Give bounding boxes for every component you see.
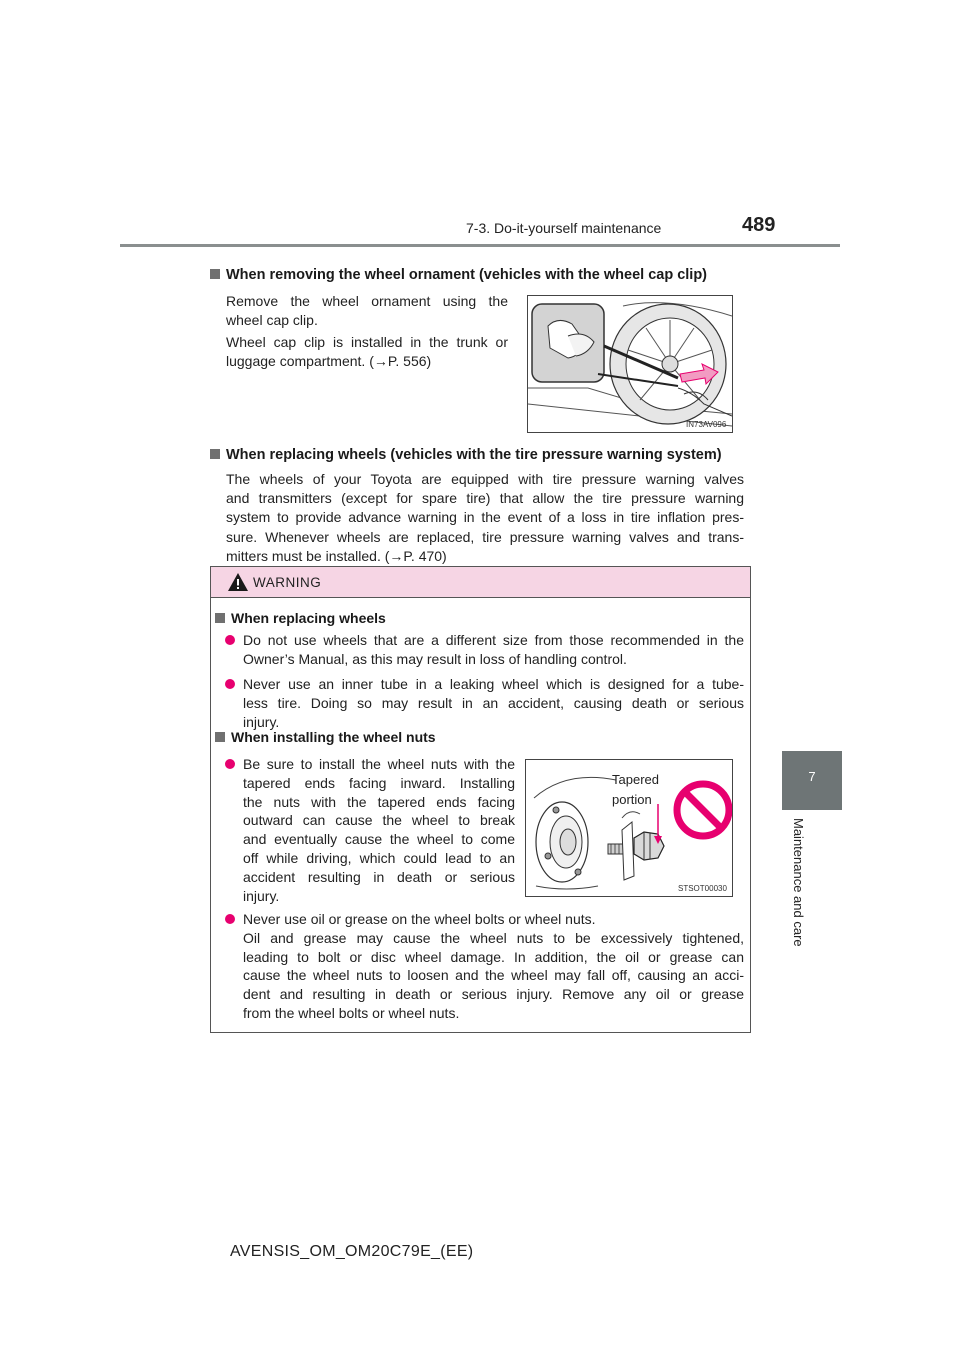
figure-code: IN73AV096 bbox=[686, 420, 727, 429]
pink-bullet-icon bbox=[225, 635, 235, 645]
square-bullet-icon bbox=[215, 613, 225, 623]
pink-bullet-icon bbox=[225, 914, 235, 924]
wheel-nut-illustration bbox=[525, 759, 733, 897]
header-divider bbox=[120, 244, 840, 247]
warning-bullet-1: Do not use wheels that are a different size from those recommended in the Owner’s Manual, as this may result in loss of handling control. bbox=[225, 631, 744, 669]
warning-bullet-4: Never use oil or grease on the wheel bolts or wheel nuts. Oil and grease may cause the wheel nuts to be excessively tightened, leading to bolt or disc wheel damage. In addition, the oil or grease can cause the wheel nuts to loosen and the wheel may fall off, causing an acci- dent and resulting in death or serious injury. Remove any oil or grease from the wheel bolts or wheel nuts. bbox=[225, 910, 744, 1023]
warning-subheading-wheel-nuts: When installing the wheel nuts bbox=[215, 729, 436, 745]
figure-code: STSOT00030 bbox=[678, 884, 727, 893]
section-heading-wheel-ornament: When removing the wheel ornament (vehicles with the wheel cap clip) bbox=[210, 267, 707, 283]
warning-box bbox=[210, 566, 751, 1033]
warning-bullet-3: Be sure to install the wheel nuts with the tapered ends facing inward. Installing the nuts with the tapered ends facing outward can cause the wheel to break and eventually cause the wheel to come off while driving, which could lead to an accident resulting in death or serious injury. bbox=[225, 755, 515, 905]
document-footer-code: AVENSIS_OM_OM20C79E_(EE) bbox=[230, 1243, 474, 1260]
wheel-cap-clip-illustration bbox=[527, 295, 733, 433]
square-bullet-icon bbox=[210, 269, 220, 279]
warning-triangle-icon bbox=[227, 572, 249, 592]
wheel-cap-clip-drawing bbox=[528, 296, 732, 432]
wheel-ornament-paragraph-2: Wheel cap clip is installed in the trunk or luggage compartment. (→P. 556) bbox=[226, 334, 508, 370]
warning-header bbox=[211, 567, 750, 598]
square-bullet-icon bbox=[215, 732, 225, 742]
square-bullet-icon bbox=[210, 449, 220, 459]
chapter-tab-number: 7 bbox=[808, 769, 816, 784]
replacing-wheels-paragraph: The wheels of your Toyota are equipped with tire pressure warning valves and transmitters (except for spare tire) that allow the tire pressure warning system to provide advance warning in the event of a loss in tire inflation pres- sure. Whenever wheels are replaced, tire pressure warning valves and trans- mitters must be installed. (→P. 470) bbox=[226, 471, 744, 564]
page-number: 489 bbox=[742, 214, 776, 236]
chapter-tab bbox=[782, 751, 842, 810]
tapered-portion-label: Tapered portion bbox=[612, 772, 659, 807]
warning-bullet-2: Never use an inner tube in a leaking wheel which is designed for a tube- less tire. Doing so may result in an accident, causing death or serious injury. bbox=[225, 675, 744, 731]
chapter-tab-label: Maintenance and care bbox=[791, 818, 806, 947]
wheel-ornament-paragraph-1: Remove the wheel ornament using the wheel cap clip. bbox=[226, 293, 508, 329]
section-heading-replacing-wheels: When replacing wheels (vehicles with the tire pressure warning system) bbox=[210, 447, 722, 463]
pink-bullet-icon bbox=[225, 679, 235, 689]
header-section-title: 7-3. Do-it-yourself maintenance bbox=[466, 220, 662, 236]
pink-bullet-icon bbox=[225, 759, 235, 769]
warning-title: WARNING bbox=[253, 575, 322, 590]
warning-subheading-replacing-wheels: When replacing wheels bbox=[215, 610, 386, 626]
